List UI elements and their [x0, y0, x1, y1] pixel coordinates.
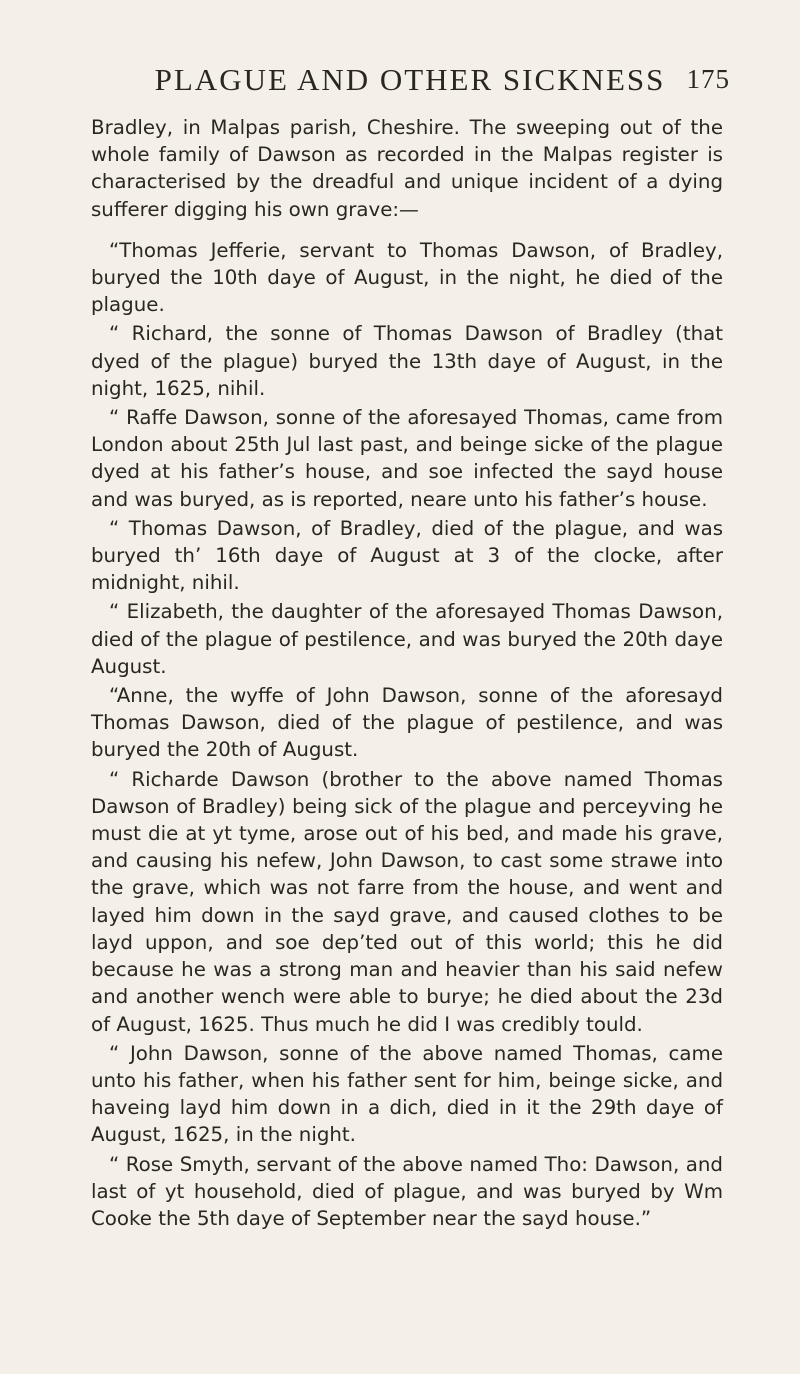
- register-entry-richarde: “ Richarde Dawson (brother to the above named Thomas Dawson of Bradley) being sick of the plague and perceyving he must die at yt tyme, arose out of his bed, and made his grave, and causing his nefew, John Dawson, to cast some strawe into the grave, which was not farre from the house, and went and layed him down in the sayd grave, and caused clothes to be layd uppon, and soe dep’ted out of this world; this he did because he was a strong man and heavier than his said nefew and another wench were able to burye; he died about the 23d of August, 1625. Thus much he did I was credibly tould.: [91, 767, 723, 1036]
- intro-paragraph: Bradley, in Malpas parish, Cheshire. The sweeping out of the whole family of Dawson as recorded in the Malpas register is characterised by the dreadful and unique incident of a dying sufferer digging his own grave:—: [91, 116, 723, 221]
- register-entry-thomas: “ Thomas Dawson, of Bradley, died of the plague, and was buryed th’ 16th daye of August at 3 of the clocke, after midnight, nihil.: [91, 516, 723, 595]
- register-entry-elizabeth: “ Elizabeth, the daughter of the aforesayed Thomas Dawson, died of the plague of pestilence, and was buryed the 20th daye August.: [91, 600, 723, 678]
- register-entry-rose: “ Rose Smyth, servant of the above named Tho: Dawson, and last of yt household, died of plague, and was buryed by Wm Cooke the 5th daye of September near the sayd house.”: [91, 1152, 723, 1230]
- register-entry-raffe: “ Raffe Dawson, sonne of the aforesayed Thomas, came from London about 25th Jul last past, and beinge sicke of the plague dyed at his father’s house, and soe infected the sayd house and was buryed, as is reported, neare unto his father’s house.: [91, 406, 723, 511]
- register-entry-richard: “ Richard, the sonne of Thomas Dawson of Bradley (that dyed of the plague) buryed the 13th daye of August, in the night, 1625, nihil.: [91, 322, 723, 400]
- register-entry-jefferie: “Thomas Jefferie, servant to Thomas Dawson, of Bradley, buryed the 10th daye of August, in the night, he died of the plague.: [91, 238, 723, 317]
- register-entry-anne: “Anne, the wyffe of John Dawson, sonne of the aforesayd Thomas Dawson, died of the plague of pestilence, and was buryed the 20th of August.: [91, 684, 723, 762]
- page-number: 175: [686, 64, 730, 94]
- running-head: [90, 60, 730, 100]
- register-entry-john: “ John Dawson, sonne of the above named Thomas, came unto his father, when his father sent for him, beinge sicke, and haveing layd him down in a dich, died in it the 29th daye of August, 1625, in the night.: [91, 1041, 723, 1147]
- body-text: [91, 114, 723, 1234]
- running-title: PLAGUE AND OTHER SICKNESS: [154, 62, 666, 97]
